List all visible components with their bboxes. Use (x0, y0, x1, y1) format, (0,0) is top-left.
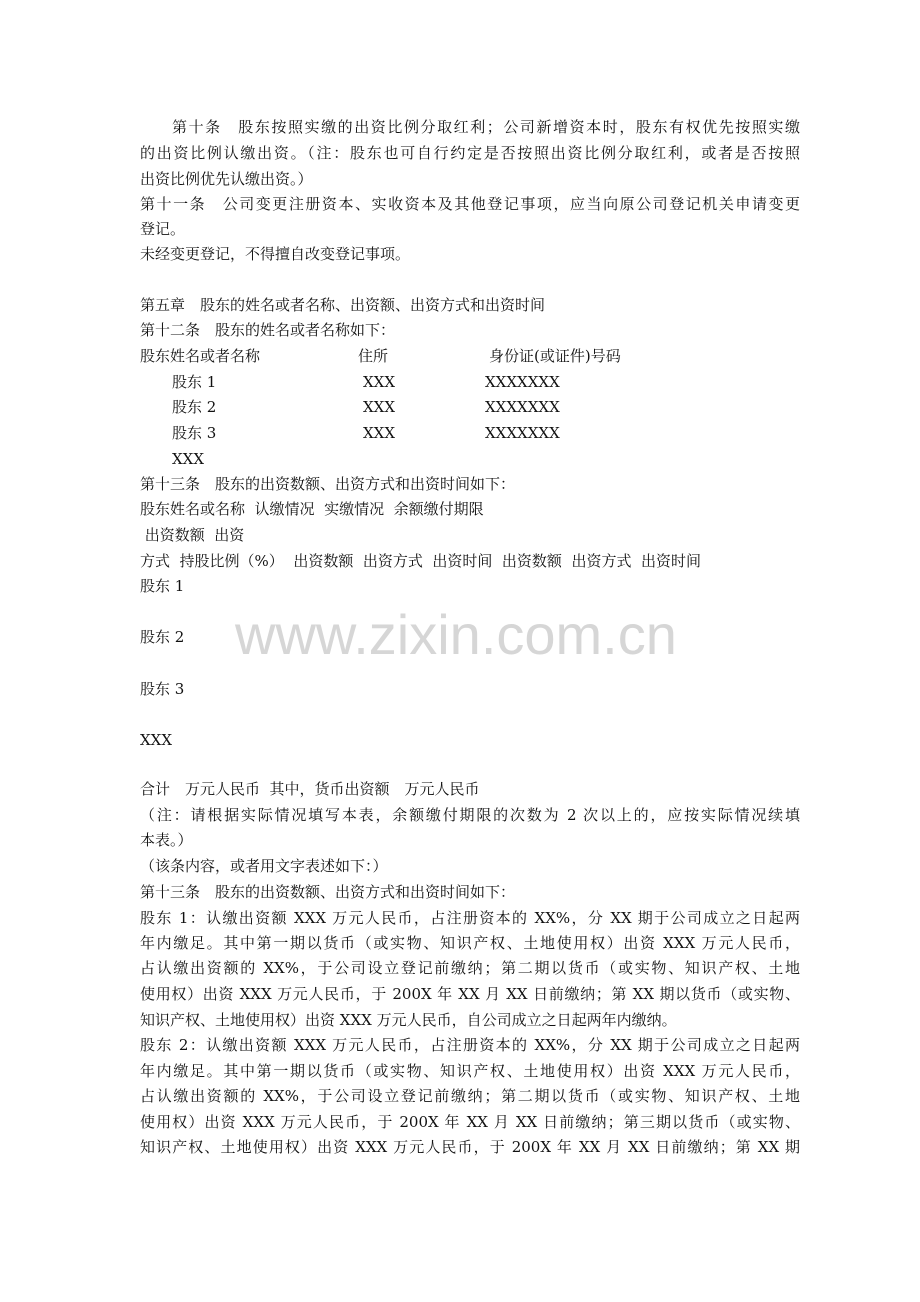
header-id-number: 身份证(或证件)号码 (489, 347, 621, 365)
shareholder-row-1-address: XXX (363, 373, 396, 391)
shareholder-row-3-id: XXXXXXX (485, 424, 560, 442)
shareholder-1-line-1: 股东 1：认缴出资额 XXX 万元人民币，占注册资本的 XX%，分 XX 期于公司成立之日起两 (140, 909, 800, 927)
shareholder-2-line-3: 占认缴出资额的 XX%，于公司设立登记前缴纳；第二期以货币（或实物、知识产权、土地 (140, 1087, 800, 1105)
shareholder-row-3-address: XXX (363, 424, 396, 442)
capital-table-header-2: 出资数额 出资 (140, 526, 245, 544)
article-11-line-3: 未经变更登记，不得擅自改变登记事项。 (140, 245, 411, 263)
shareholder-row-1-id: XXXXXXX (485, 373, 560, 391)
header-shareholder-name: 股东姓名或者名称 (140, 347, 261, 365)
shareholder-1-line-5: 知识产权、土地使用权）出资 XXX 万元人民币，自公司成立之日起两年内缴纳。 (140, 1011, 677, 1029)
shareholder-row-2-address: XXX (363, 398, 396, 416)
shareholder-row-extra: XXX (172, 450, 205, 468)
shareholder-2-line-5: 知识产权、土地使用权）出资 XXX 万元人民币，于 200X 年 XX 月 XX 日前缴纳；第 XX 期 (140, 1138, 800, 1156)
shareholder-2-line-1: 股东 2：认缴出资额 XXX 万元人民币，占注册资本的 XX%，分 XX 期于公司成立之日起两 (140, 1036, 800, 1054)
shareholder-2-line-4: 使用权）出资 XXX 万元人民币，于 200X 年 XX 月 XX 日前缴纳；第三期以货币（或实物、 (140, 1113, 800, 1131)
capital-table-row-4: XXX (140, 731, 173, 749)
table-note-line-1: （注：请根据实际情况填写本表，余额缴付期限的次数为 2 次以上的，应按实际情况续填 (140, 806, 800, 824)
shareholder-2-line-2: 年内缴足。其中第一期以货币（或实物、知识产权、土地使用权）出资 XXX 万元人民币， (140, 1062, 800, 1080)
shareholder-row-2-id: XXXXXXX (485, 398, 560, 416)
article-13-table-title: 第十三条 股东的出资数额、出资方式和出资时间如下： (140, 475, 516, 493)
article-11-line-1: 第十一条 公司变更注册资本、实收资本及其他登记事项，应当向原公司登记机关申请变更 (140, 195, 800, 213)
article-10-line-2: 的出资比例认缴出资。（注：股东也可自行约定是否按照出资比例分取红利，或者是否按照 (140, 144, 800, 162)
capital-table-header-1: 股东姓名或名称 认缴情况 实缴情况 余额缴付期限 (140, 500, 484, 518)
article-10-line-1: 第十条 股东按照实缴的出资比例分取红利；公司新增资本时，股东有权优先按照实缴 (172, 118, 800, 136)
capital-table-row-1: 股东 1 (140, 577, 185, 595)
watermark: www.zixin.com.cn (235, 603, 677, 666)
header-address: 住所 (358, 347, 389, 365)
table-note-line-2: 本表。） (140, 831, 193, 849)
article-11-line-2: 登记。 (140, 220, 186, 238)
article-12-title: 第十二条 股东的姓名或者名称如下： (140, 321, 396, 339)
capital-table-row-2: 股东 2 (140, 628, 185, 646)
shareholder-row-1-name: 股东 1 (172, 373, 217, 391)
capital-table-row-3: 股东 3 (140, 680, 185, 698)
chapter-5-title: 第五章 股东的姓名或者名称、出资额、出资方式和出资时间 (140, 296, 546, 314)
shareholder-1-line-2: 年内缴足。其中第一期以货币（或实物、知识产权、土地使用权）出资 XXX 万元人民币， (140, 934, 800, 952)
alternative-note: （该条内容，或者用文字表述如下：） (140, 857, 388, 875)
shareholder-row-3-name: 股东 3 (172, 424, 217, 442)
shareholder-row-2-name: 股东 2 (172, 398, 217, 416)
capital-table-total: 合计 万元人民币 其中，货币出资额 万元人民币 (140, 780, 480, 798)
article-13-text-title: 第十三条 股东的出资数额、出资方式和出资时间如下： (140, 883, 516, 901)
shareholder-1-line-4: 使用权）出资 XXX 万元人民币，于 200X 年 XX 月 XX 日前缴纳；第 XX 期以货币（或实物、 (140, 985, 800, 1003)
capital-table-header-3: 方式 持股比例（%） 出资数额 出资方式 出资时间 出资数额 出资方式 出资时间 (140, 552, 702, 570)
article-10-line-3: 出资比例优先认缴出资。） (140, 170, 313, 188)
shareholder-1-line-3: 占认缴出资额的 XX%，于公司设立登记前缴纳；第二期以货币（或实物、知识产权、土地 (140, 959, 800, 977)
